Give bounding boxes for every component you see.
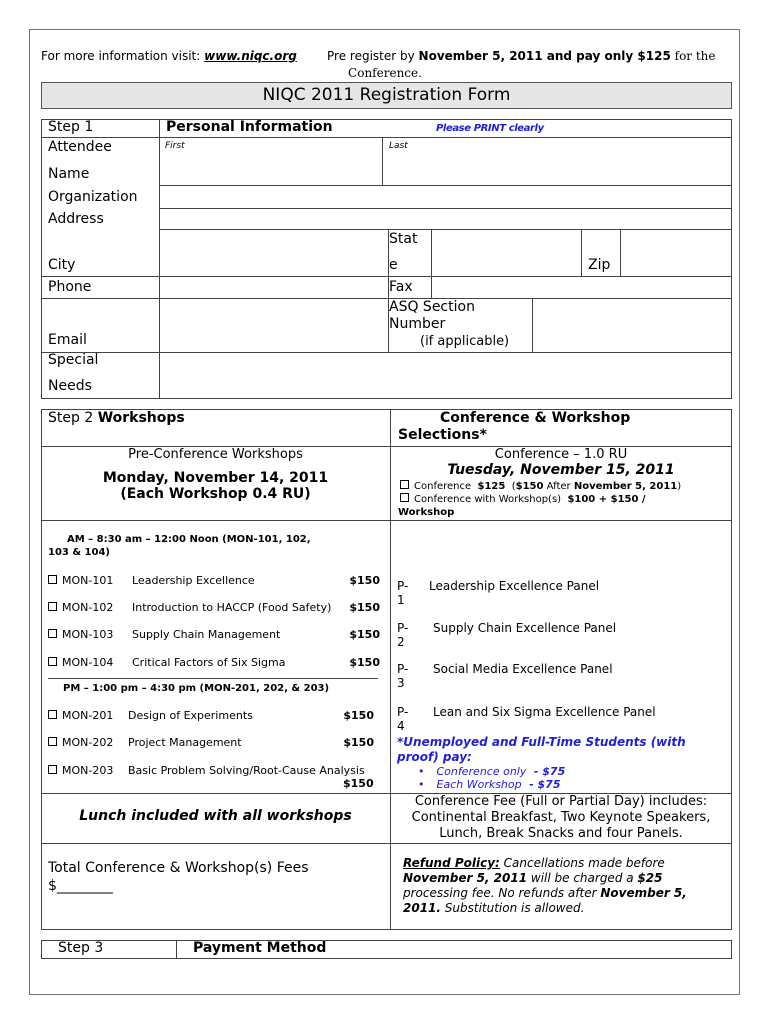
address-label: Address [48,211,104,227]
total-fees-field[interactable]: $________ [48,878,113,894]
step1-label: Step 1 [48,119,94,135]
email-label: Email [48,332,87,348]
workshop-row-mon-101[interactable]: MON-101 Leadership Excellence $150 [48,574,380,588]
organization-field[interactable] [160,186,731,207]
mon-203-checkbox[interactable] [48,765,57,774]
pre-conference-title: Pre-Conference Workshops [128,447,303,462]
workshop-row-mon-203[interactable]: MON-203 Basic Problem Solving/Root-Cause Analysis [48,764,380,778]
special-needs-label: Special [48,352,99,368]
first-name-field[interactable] [160,152,381,184]
conference-only-option[interactable]: Conference $125 ($150 After November 5, 2011) [400,480,681,492]
conference-with-workshop-checkbox[interactable] [400,493,409,502]
fax-label: Fax [389,279,413,295]
asq-section-label-line2: Number [389,316,446,332]
last-name-hint: Last [389,141,408,151]
step1-title: Personal Information [166,119,333,135]
preregister-note: Pre register by November 5, 2011 and pay only $125 for the [327,49,716,63]
state-label-line2: e [389,257,398,273]
total-fees-label: Total Conference & Workshop(s) Fees [48,860,309,876]
first-name-hint: First [165,141,185,151]
last-name-field[interactable] [383,152,731,184]
mon-201-checkbox[interactable] [48,710,57,719]
step3-payment [41,940,732,959]
step2-heading [48,410,185,426]
pm-session-heading: PM – 1:00 pm – 4:30 pm (MON-201, 202, & 203) [63,683,330,694]
lunch-note: Lunch included with all workshops [79,808,352,824]
city-field[interactable] [160,230,387,275]
asq-section-label: ASQ Section [389,299,475,315]
preregister-note-line2: Conference. [348,66,422,80]
address-field[interactable] [160,209,731,228]
zip-field[interactable] [621,230,731,275]
am-session-heading-line2: 103 & 104) [48,547,111,558]
form-title: NIQC 2011 Registration Form [262,85,511,105]
info-prefix: For more information visit: [41,49,201,63]
phone-field[interactable] [160,277,387,297]
mon-103-checkbox[interactable] [48,629,57,638]
conference-with-workshop-option-line2: Workshop [398,507,455,518]
mon-203-price: $150 [343,777,374,790]
zip-label: Zip [588,257,611,273]
pre-conference-date: Monday, November 14, 2011 [102,470,329,486]
student-discount-note-line2: proof) pay: [397,750,472,764]
special-needs-label-line2: Needs [48,378,92,394]
conference-with-workshop-option[interactable]: Conference with Workshop(s) $100 + $150 / [400,493,646,505]
city-label: City [48,257,76,273]
step2-label: Step 2 [48,410,94,426]
phone-label: Phone [48,279,92,295]
mon-202-checkbox[interactable] [48,737,57,746]
refund-policy: Refund Policy: Cancellations made before November 5, 2011 will be charged a $25 processing fee. No refunds after November 5, 2011. Substitution is allowed. [403,856,687,915]
asq-section-field[interactable] [533,299,731,351]
student-discount-note: *Unemployed and Full-Time Students (with [397,735,686,749]
state-field[interactable] [432,230,580,275]
info-line [41,49,297,63]
step3-title: Payment Method [193,940,327,956]
workshop-row-mon-104[interactable]: MON-104 Critical Factors of Six Sigma $150 [48,656,380,670]
pre-conference-ru: (Each Workshop 0.4 RU) [120,486,311,502]
am-session-heading: AM – 8:30 am – 12:00 Noon (MON-101, 102, [67,534,311,545]
asq-section-label-line3: (if applicable) [420,334,510,349]
special-needs-field[interactable] [160,353,731,398]
conference-date: Tuesday, November 15, 2011 [447,462,675,478]
conference-only-checkbox[interactable] [400,480,409,489]
attendee-name-label: Attendee [48,139,112,155]
website-link[interactable]: www.niqc.org [204,49,297,63]
workshop-row-mon-103[interactable]: MON-103 Supply Chain Management $150 [48,628,380,642]
conference-title: Conference – 1.0 RU [494,447,628,462]
attendee-name-label-line2: Name [48,166,90,182]
mon-104-checkbox[interactable] [48,657,57,666]
mon-102-checkbox[interactable] [48,602,57,611]
step2-title: Workshops [97,410,185,426]
conference-fee-includes: Conference Fee (Full or Partial Day) includes: Continental Breakfast, Two Keynote Speakers, Lunch, Break Snacks and four Panels. [411,794,711,841]
selections-title-line2: Selections* [398,427,487,443]
form-title-bar [41,82,732,109]
workshop-row-mon-102[interactable]: MON-102 Introduction to HACCP (Food Safety) $150 [48,601,380,615]
selections-title: Conference & Workshop [440,410,631,426]
print-clearly-note: Please PRINT clearly [436,123,544,134]
state-label: Stat [389,231,418,247]
mon-101-checkbox[interactable] [48,575,57,584]
student-item-workshop: • Each Workshop - $75 [418,778,561,791]
step3-label: Step 3 [58,940,104,956]
workshop-row-mon-202[interactable]: MON-202 Project Management $150 [48,736,380,750]
fax-field[interactable] [432,277,731,297]
workshop-row-mon-201[interactable]: MON-201 Design of Experiments $150 [48,709,380,723]
organization-label: Organization [48,189,138,205]
email-field[interactable] [160,299,387,351]
student-item-conference: • Conference only - $75 [418,765,566,778]
